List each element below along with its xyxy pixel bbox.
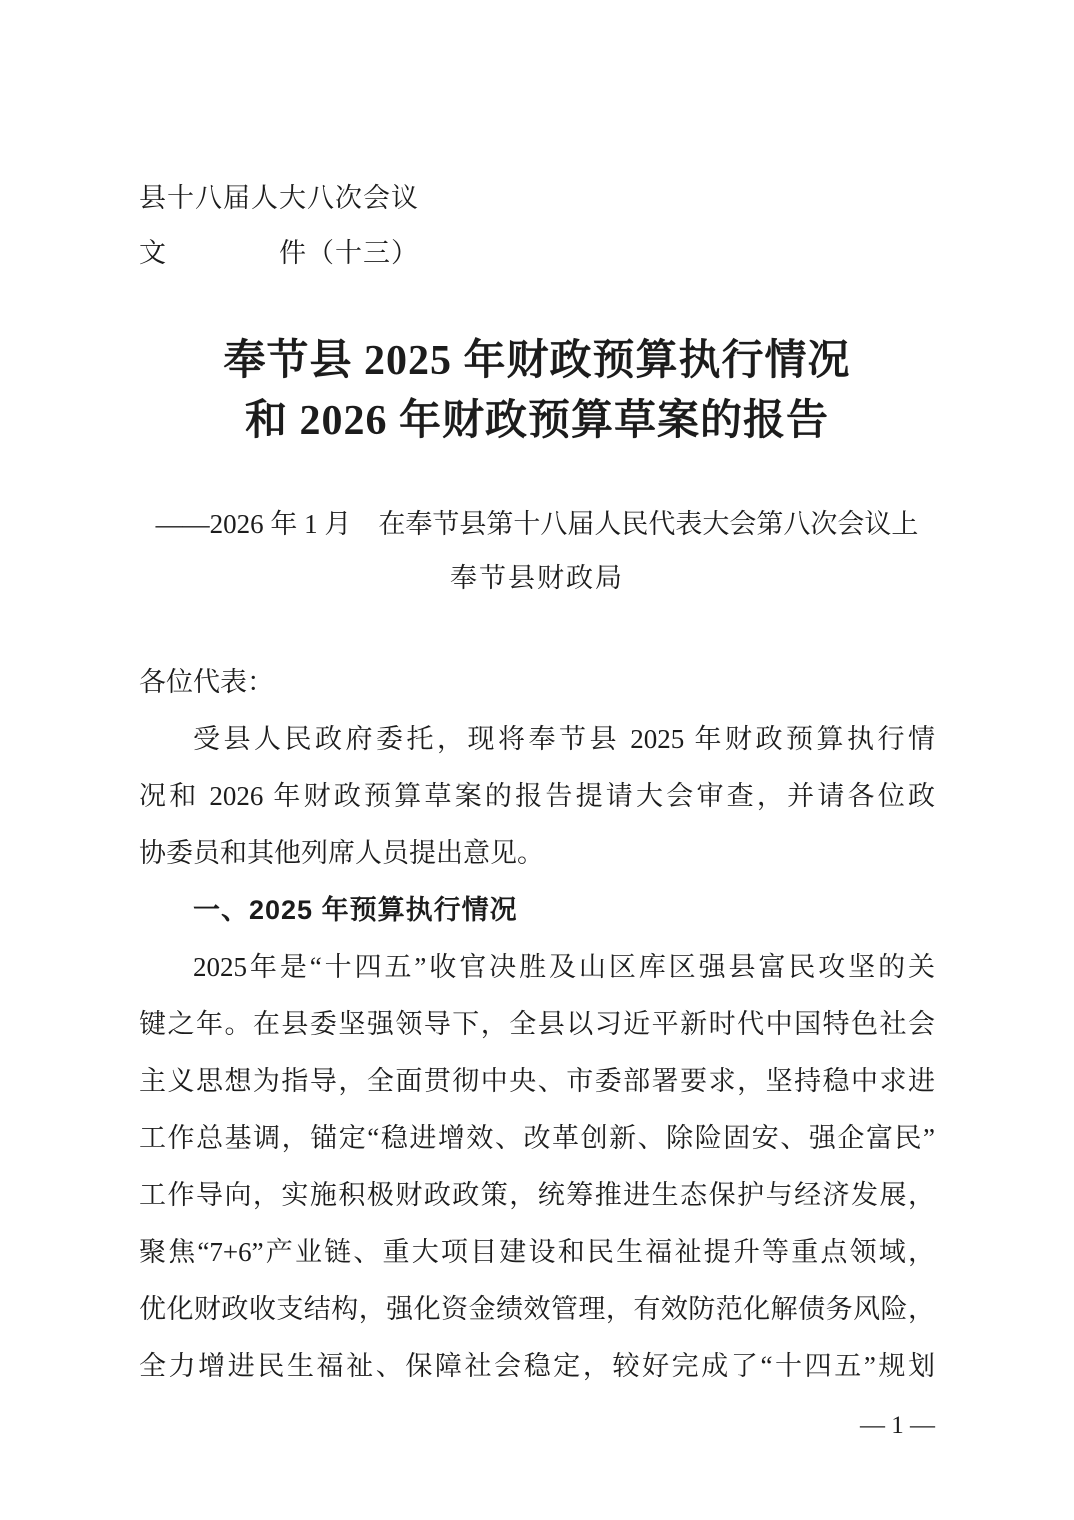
body-line: 2025年是“十四五”收官决胜及山区库区强县富民攻坚的关 [193, 952, 935, 982]
body-line: 全力增进民生福祉、保障社会稳定，较好完成了“十四五”规划 [139, 1351, 935, 1381]
body-line: 优化财政收支结构，强化资金绩效管理，有效防范化解债务风险， [139, 1294, 935, 1324]
body-line: 各位代表： [139, 667, 274, 697]
body-line: 主义思想为指导，全面贯彻中央、市委部署要求，坚持稳中求进 [139, 1066, 935, 1096]
body-line: 协委员和其他列席人员提出意见。 [139, 838, 544, 868]
body-line: 况和 2026 年财政预算草案的报告提请大会审查，并请各位政 [139, 781, 935, 811]
document-subtitle: ——2026 年 1 月 在奉节县第十八届人民代表大会第八次会议上 [155, 509, 919, 539]
document-body [139, 654, 935, 1395]
document-title [139, 331, 935, 451]
meeting-name: 县十八届人大八次会议 [139, 183, 419, 213]
document-title-line2: 和 2026 年财政预算草案的报告 [244, 398, 829, 444]
document-title-line1: 奉节县 2025 年财政预算执行情况 [223, 338, 851, 384]
body-line: 受县人民政府委托，现将奉节县 2025 年财政预算执行情 [193, 724, 935, 754]
body-line: 键之年。在县委坚强领导下，全县以习近平新时代中国特色社会 [139, 1009, 935, 1039]
page-footer [139, 1411, 935, 1441]
page-number: — 1 — [860, 1412, 935, 1439]
body-line: 工作导向，实施积极财政政策，统筹推进生态保护与经济发展， [139, 1180, 935, 1210]
body-line: 聚焦“7+6”产业链、重大项目建设和民生福祉提升等重点领域， [139, 1237, 935, 1267]
document-author: 奉节县财政局 [450, 563, 624, 593]
body-line: 工作总基调，锚定“稳进增效、改革创新、除险固安、强企富民” [139, 1123, 935, 1153]
section-heading: 一、2025 年预算执行情况 [193, 895, 518, 925]
document-number: 文 件（十三） [139, 238, 419, 268]
